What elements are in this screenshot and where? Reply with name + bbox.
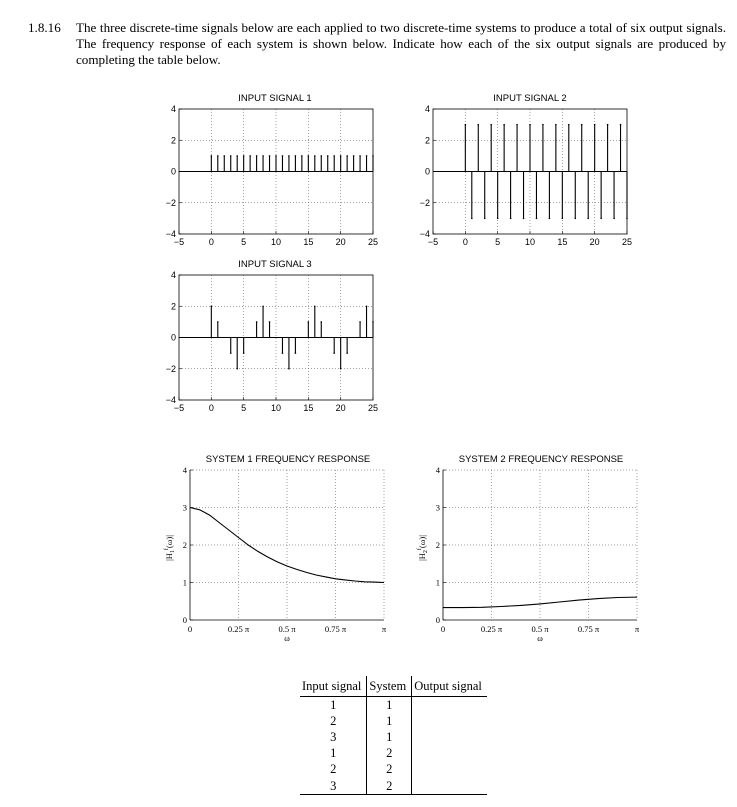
- y-tick-label: −2: [165, 197, 176, 208]
- x-tick-label: 25: [621, 237, 633, 247]
- stem-marker: [314, 155, 316, 157]
- stem-marker: [366, 305, 368, 307]
- stem-marker: [607, 124, 609, 126]
- x-tick-label: π: [381, 624, 387, 634]
- stem-marker: [372, 155, 374, 157]
- stem-marker: [217, 155, 219, 157]
- stem-marker: [562, 218, 564, 220]
- y-tick-label: 0: [170, 332, 176, 343]
- cell-output[interactable]: [412, 697, 487, 714]
- y-tick-label: 3: [435, 502, 440, 513]
- y-tick-label: 2: [170, 135, 176, 146]
- y-tick-label: 0: [182, 615, 187, 625]
- stem-marker: [249, 155, 251, 157]
- stem-marker: [243, 352, 245, 354]
- stem-marker: [568, 124, 570, 126]
- stem-marker: [288, 368, 290, 370]
- stem-marker: [282, 155, 284, 157]
- stem-marker: [536, 218, 538, 220]
- stem-marker: [600, 218, 602, 220]
- stem-marker: [262, 155, 264, 157]
- x-tick-label: 15: [557, 237, 568, 247]
- table-row: [300, 762, 487, 778]
- x-tick-label: 0: [208, 403, 214, 413]
- stem-marker: [256, 155, 258, 157]
- stem-marker: [516, 124, 518, 126]
- stem-marker: [282, 352, 284, 354]
- stem-marker: [366, 155, 368, 157]
- y-tick-label: 4: [424, 104, 430, 114]
- x-tick-label: 25: [367, 237, 379, 247]
- x-tick-label: 0: [462, 237, 468, 247]
- system1-title: SYSTEM 1 FREQUENCY RESPONSE: [205, 454, 371, 465]
- system2-xlabel: ω: [537, 633, 543, 643]
- cell-system: 2: [367, 746, 412, 762]
- y-tick-label: 2: [424, 135, 430, 146]
- table-row: [300, 697, 487, 714]
- y-tick-label: 4: [182, 465, 187, 475]
- stem-marker: [308, 321, 310, 323]
- y-tick-label: −4: [165, 229, 176, 239]
- x-tick-label: 15: [303, 237, 314, 247]
- header-input-signal: Input signal: [300, 676, 367, 697]
- stem-marker: [529, 124, 531, 126]
- table-row: [300, 778, 487, 795]
- y-tick-label: 0: [170, 166, 176, 177]
- stem-marker: [503, 124, 505, 126]
- stem-marker: [484, 218, 486, 220]
- cell-system: 2: [367, 778, 412, 795]
- signal2-title: INPUT SIGNAL 2: [493, 93, 567, 104]
- stem-marker: [320, 155, 322, 157]
- cell-system: 1: [367, 713, 412, 729]
- header-output-signal: Output signal: [412, 676, 487, 697]
- x-tick-label: 10: [270, 237, 282, 247]
- stem-marker: [256, 321, 258, 323]
- stem-marker: [230, 352, 232, 354]
- y-tick-label: 2: [435, 540, 440, 550]
- x-tick-label: 5: [495, 237, 501, 247]
- stem-marker: [211, 305, 213, 307]
- stem-marker: [549, 218, 551, 220]
- y-tick-label: 4: [435, 465, 440, 475]
- x-tick-label: 10: [524, 237, 536, 247]
- stem-marker: [301, 155, 303, 157]
- stem-marker: [594, 124, 596, 126]
- x-tick-label: 15: [303, 403, 314, 413]
- cell-output[interactable]: [412, 778, 487, 795]
- stem-marker: [211, 155, 213, 157]
- x-tick-label: 5: [241, 403, 247, 413]
- cell-input: 1: [330, 697, 337, 712]
- x-tick-label: −5: [173, 237, 185, 247]
- stem-marker: [333, 352, 335, 354]
- x-tick-label: 0.5 π: [531, 624, 549, 634]
- stem-marker: [346, 155, 348, 157]
- x-tick-label: π: [634, 624, 640, 634]
- cell-input: 2: [330, 713, 337, 728]
- cell-system: 1: [367, 697, 412, 714]
- signal3-plot: [166, 259, 378, 413]
- signal3-title: INPUT SIGNAL 3: [238, 259, 312, 270]
- stem-marker: [359, 155, 361, 157]
- stem-marker: [269, 321, 271, 323]
- system2-title: SYSTEM 2 FREQUENCY RESPONSE: [458, 454, 624, 465]
- y-tick-label: −4: [419, 229, 430, 239]
- x-tick-label: 25: [367, 403, 379, 413]
- problem-number: 1.8.16: [28, 20, 61, 35]
- y-tick-label: −2: [419, 197, 430, 208]
- table-row: [300, 713, 487, 729]
- signal2-plot: [420, 93, 632, 247]
- stem-marker: [223, 155, 225, 157]
- header-system: System: [367, 676, 412, 697]
- stem-marker: [574, 218, 576, 220]
- stem-marker: [262, 305, 264, 307]
- system1-plot: [163, 454, 387, 643]
- stem-marker: [320, 321, 322, 323]
- stem-marker: [620, 124, 622, 126]
- x-tick-label: 10: [270, 403, 282, 413]
- y-tick-label: −2: [165, 363, 176, 374]
- y-tick-label: 1: [182, 577, 187, 588]
- stem-marker: [372, 321, 374, 323]
- answer-table-header: [300, 676, 487, 697]
- stem-marker: [243, 155, 245, 157]
- x-tick-label: 0.75 π: [324, 624, 347, 634]
- cell-input: 3: [330, 729, 337, 744]
- stem-marker: [295, 352, 297, 354]
- stem-marker: [555, 124, 557, 126]
- cell-input: 2: [330, 762, 337, 777]
- system2-ylabel: $|H_2^f(\omega)|$: [417, 535, 429, 561]
- stem-marker: [269, 155, 271, 157]
- signal1-title: INPUT SIGNAL 1: [238, 93, 312, 104]
- x-tick-label: 0: [187, 624, 193, 634]
- x-tick-label: 0.25 π: [227, 624, 250, 634]
- stem-marker: [340, 155, 342, 157]
- y-tick-label: 4: [170, 104, 176, 114]
- stem-marker: [542, 124, 544, 126]
- cell-output[interactable]: [412, 762, 487, 778]
- stem-marker: [613, 218, 615, 220]
- x-tick-label: 0.25 π: [480, 624, 503, 634]
- stem-marker: [295, 155, 297, 157]
- stem-marker: [275, 155, 277, 157]
- y-tick-label: 4: [170, 270, 176, 280]
- stem-marker: [359, 321, 361, 323]
- stem-marker: [230, 155, 232, 157]
- x-tick-label: 0.5 π: [278, 624, 296, 634]
- y-tick-label: 1: [435, 577, 440, 588]
- y-tick-label: 0: [424, 166, 430, 177]
- stem-marker: [581, 124, 583, 126]
- cell-output[interactable]: [412, 713, 487, 729]
- stem-marker: [353, 155, 355, 157]
- stem-marker: [587, 218, 589, 220]
- x-tick-label: 20: [589, 237, 600, 247]
- stem-marker: [626, 218, 628, 220]
- stem-marker: [510, 218, 512, 220]
- stem-marker: [314, 305, 316, 307]
- x-tick-label: 5: [241, 237, 247, 247]
- stem-marker: [217, 321, 219, 323]
- cell-output[interactable]: [412, 729, 487, 745]
- system1-xlabel: ω: [284, 633, 290, 643]
- cell-system: 1: [367, 729, 412, 745]
- table-row: [300, 746, 487, 762]
- y-tick-label: 0: [435, 615, 440, 625]
- stem-marker: [308, 155, 310, 157]
- y-tick-label: 2: [170, 301, 176, 312]
- x-tick-label: 0: [440, 624, 446, 634]
- stem-marker: [490, 124, 492, 126]
- system2-plot: [416, 454, 640, 643]
- stem-marker: [523, 218, 525, 220]
- stem-marker: [477, 124, 479, 126]
- stem-marker: [340, 368, 342, 370]
- x-tick-label: 20: [335, 403, 346, 413]
- x-tick-label: −5: [173, 403, 185, 413]
- y-tick-label: −4: [165, 395, 176, 405]
- signal1-plot: [166, 93, 378, 247]
- answer-table: [300, 676, 487, 795]
- stem-marker: [288, 155, 290, 157]
- stem-marker: [471, 218, 473, 220]
- x-tick-label: 20: [335, 237, 346, 247]
- stem-marker: [497, 218, 499, 220]
- x-tick-label: 0: [208, 237, 214, 247]
- y-tick-label: 3: [182, 502, 187, 513]
- stem-marker: [327, 155, 329, 157]
- stem-marker: [236, 155, 238, 157]
- cell-output[interactable]: [412, 746, 487, 762]
- stem-marker: [333, 155, 335, 157]
- stem-marker: [236, 368, 238, 370]
- cell-system: 2: [367, 762, 412, 778]
- cell-input: 1: [330, 746, 337, 761]
- x-tick-label: −5: [427, 237, 439, 247]
- table-row: [300, 729, 487, 745]
- system1-ylabel: $|H_1^f(\omega)|$: [164, 535, 176, 561]
- problem-text: The three discrete-time signals below are each applied to two discrete-time systems to produce a total of six output signals. The frequency response of each system is shown below. Indicate how each of the six output signals are produced by completing the table below.: [76, 20, 726, 67]
- stem-marker: [346, 352, 348, 354]
- cell-input: 3: [300, 778, 367, 795]
- x-tick-label: 0.75 π: [577, 624, 600, 634]
- y-tick-label: 2: [182, 540, 187, 550]
- stem-marker: [465, 124, 467, 126]
